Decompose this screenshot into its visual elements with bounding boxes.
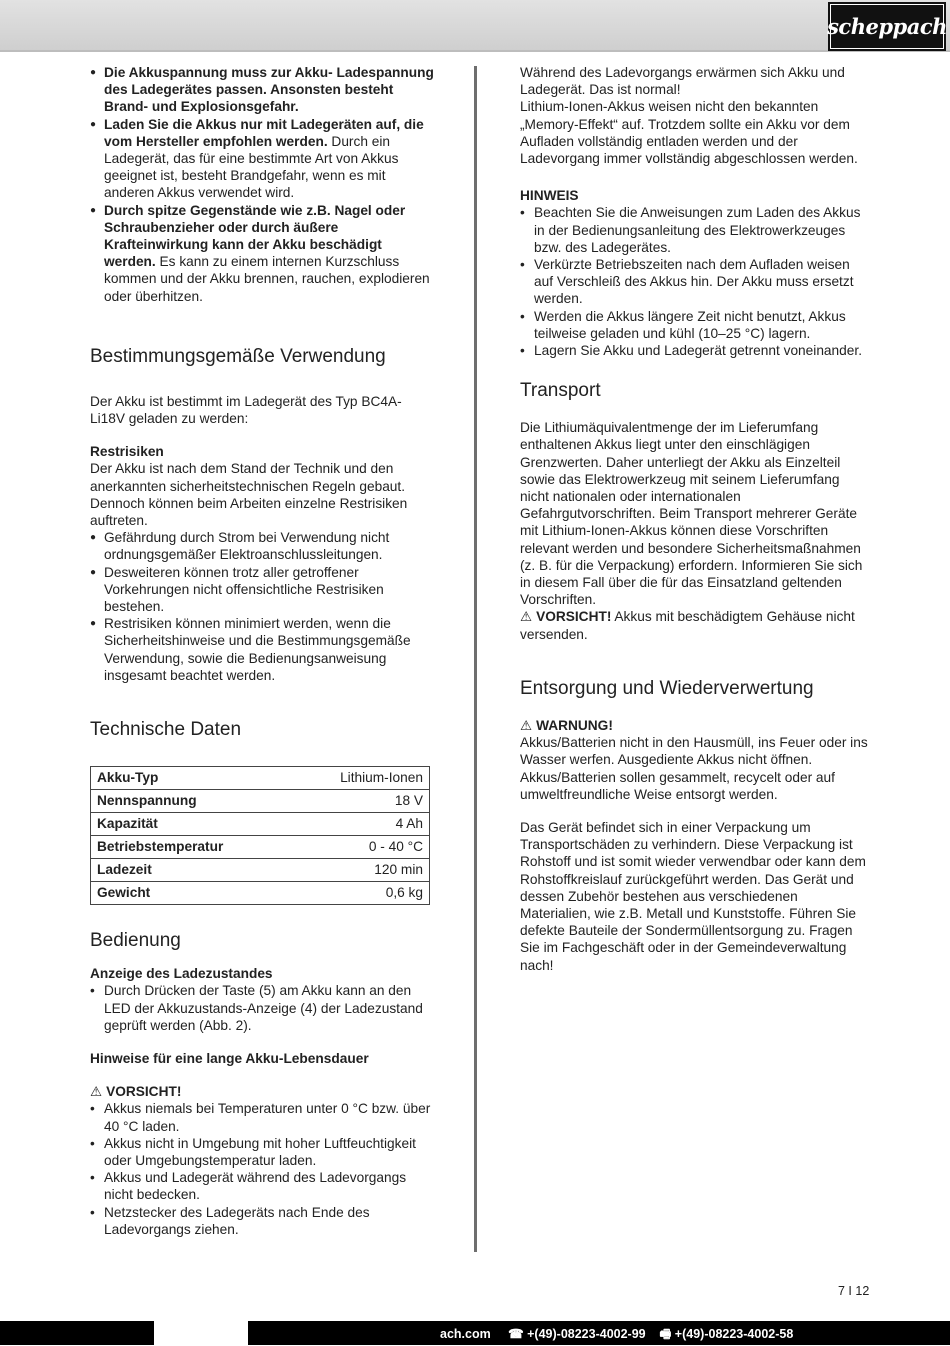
caution-text: Akkus mit beschädigtem Gehäuse nicht versenden. <box>520 609 855 642</box>
brand-logo: scheppach <box>828 2 946 51</box>
transport-caution <box>520 608 870 642</box>
page-number: 7 I 12 <box>838 1284 870 1298</box>
charging-text: Während des Ladevorgangs erwärmen sich Akku und Ladegerät. Das ist normal! <box>520 65 845 98</box>
packaging-text: Das Gerät befindet sich in einer Verpackung um Transportschäden zu verhindern. Diese Verpackung ist Rohstoff und ist somit wieder verwendbar oder kann dem Rohstoffkreislauf zurückgeführt werden. Das Gerät und dessen Zubehör bestehen aus verschiedenen Materialien, wie z.B. Metall und Kunststoffe. Führen Sie defekte Bauteile der Sondermüllentsorgung zu. Fragen Sie im Fachgeschäft oder in der Gemeindeverwaltung nach! <box>520 819 866 973</box>
table-row <box>91 836 430 859</box>
charge-state-list <box>90 982 436 1034</box>
warning-text: Akkus/Batterien nicht in den Hausmüll, ins Feuer oder ins Wasser werfen. Ausgediente Akkus nicht öffnen. <box>520 735 868 768</box>
spec-key: Ladezeit <box>91 859 292 882</box>
spec-value: 18 V <box>291 790 429 813</box>
battery-life-subtitle: Hinweise für eine lange Akku-Lebensdauer <box>90 1050 369 1066</box>
column-divider <box>474 66 477 1252</box>
warning-triangle-icon: ⚠ <box>90 1084 103 1100</box>
section-title-tech: Technische Daten <box>90 719 242 741</box>
bullet-text: Es kann zu einem internen Kurzschluss kommen und der Akku brennen, rauchen, explodieren oder überhitzen. <box>104 254 430 304</box>
section-title-use: Bestimmungsgemäße Verwendung <box>90 345 386 367</box>
memory-text: Lithium-Ionen-Akkus weisen nicht den bekannten „Memory-Effekt“ auf. Trotzdem sollte ein Akku vor dem Aufladen vollständig entladen werden und der Ladevorgang immer vollständig abgeschlossen werden. <box>520 99 858 167</box>
list-item: • Lagern Sie Akku und Ladegerät getrennt voneinander. <box>520 342 870 359</box>
right-column <box>520 64 870 974</box>
footer-phone: ☎ +(49)-08223-4002-99 <box>508 1327 646 1341</box>
list-item: • Akkus und Ladegerät während des Ladevorgangs nicht bedecken. <box>90 1169 436 1203</box>
footer-white-block <box>154 1321 248 1345</box>
list-item <box>90 202 436 305</box>
spec-key: Akku-Typ <box>91 767 292 790</box>
table-row <box>91 767 430 790</box>
table-row <box>91 790 430 813</box>
spec-value: 120 min <box>291 859 429 882</box>
list-item: ● Restrisiken können minimiert werden, wenn die Sicherheitshinweise und die Bestimmungsgemäße Verwendung, sowie die Bedienungsanweisung insgesamt beachtet werden. <box>90 615 436 684</box>
spec-key: Gewicht <box>91 882 292 905</box>
risks-list <box>90 529 436 684</box>
list-item <box>90 116 436 202</box>
use-text: Der Akku ist bestimmt im Ladegerät des Typ BC4A-Li18V geladen zu werden: <box>90 393 402 427</box>
caution-heading <box>90 1083 436 1100</box>
caution-label: VORSICHT! <box>536 609 612 625</box>
list-item <box>90 64 436 116</box>
bullet-bold: Laden Sie die Akkus nur mit Ladegeräten auf, die vom Hersteller empfohlen werden. <box>104 116 424 149</box>
table-row <box>91 882 430 905</box>
footer-web: ach.com <box>440 1327 491 1341</box>
table-row <box>91 813 430 836</box>
warning-triangle-icon: ⚠ <box>520 609 533 625</box>
footer-fax: 🖷 +(49)-08223-4002-58 <box>659 1327 794 1341</box>
section-title-transport: Transport <box>520 380 601 402</box>
warning-label: WARNUNG! <box>536 717 613 733</box>
note-title: HINWEIS <box>520 188 579 204</box>
list-item: • Verkürzte Betriebszeiten nach dem Aufladen weisen auf Verschleiß des Akkus hin. Der Akku muss ersetzt werden. <box>520 256 870 308</box>
spec-value: 0,6 kg <box>291 882 429 905</box>
caution-list <box>90 1100 436 1238</box>
spec-key: Kapazität <box>91 813 292 836</box>
spec-value: 0 - 40 °C <box>291 836 429 859</box>
note-list <box>520 204 870 359</box>
intro-safety-list <box>90 64 436 305</box>
list-item: ● Desweiteren können trotz aller getroffener Vorkehrungen nicht offensichtliche Restrisiken bestehen. <box>90 564 436 616</box>
risks-title: Restrisiken <box>90 444 164 460</box>
spec-key: Betriebstemperatur <box>91 836 292 859</box>
bullet-text: Durch ein Ladegerät, das für eine bestimmte Art von Akkus geeignet ist, besteht Brandgefahr, wenn es mit anderen Akkus verwendet wird. <box>104 133 399 201</box>
caution-label: VORSICHT! <box>106 1084 182 1100</box>
list-item: • Durch Drücken der Taste (5) am Akku kann an den LED der Akkuzustands-Anzeige (4) der Ladezustand geprüft werden (Abb. 2). <box>90 982 436 1034</box>
warning-heading <box>520 717 870 734</box>
section-title-disposal: Entsorgung und Wiederverwertung <box>520 677 814 699</box>
warning-triangle-icon: ⚠ <box>520 717 533 733</box>
list-item: • Akkus niemals bei Temperaturen unter 0 °C bzw. über 40 °C laden. <box>90 1100 436 1134</box>
table-row <box>91 859 430 882</box>
list-item: ● Gefährdung durch Strom bei Verwendung nicht ordnungsgemäßer Elektroanschlussleitungen. <box>90 529 436 563</box>
list-item: • Werden die Akkus längere Zeit nicht benutzt, Akkus teilweise geladen und kühl (10–25 °C) lagern. <box>520 308 870 342</box>
tech-data-table <box>90 766 430 905</box>
spec-key: Nennspannung <box>91 790 292 813</box>
footer-contact <box>440 1325 793 1346</box>
spec-value: Lithium-Ionen <box>291 767 429 790</box>
section-title-operation: Bedienung <box>90 930 181 952</box>
left-column <box>90 64 436 1238</box>
risks-text: Der Akku ist nach dem Stand der Technik und den anerkannten sicherheitstechnischen Regeln gebaut. Dennoch können beim Arbeiten einzelne Restrisiken auftreten. <box>90 461 408 529</box>
list-item: • Beachten Sie die Anweisungen zum Laden des Akkus in der Bedienungsanleitung des Elektrowerkzeuges bzw. des Ladegerätes. <box>520 204 870 256</box>
footer-bar <box>0 1321 950 1345</box>
spec-value: 4 Ah <box>291 813 429 836</box>
charge-state-subtitle: Anzeige des Ladezustandes <box>90 966 273 982</box>
list-item: • Netzstecker des Ladegeräts nach Ende des Ladevorgangs ziehen. <box>90 1204 436 1238</box>
header-bar <box>0 0 950 52</box>
bullet-bold: Die Akkuspannung muss zur Akku- Ladespannung des Ladegerätes passen. Ansonsten besteht Brand- und Explosionsgefahr. <box>104 65 434 115</box>
list-item: • Akkus nicht in Umgebung mit hoher Luftfeuchtigkeit oder Umgebungstemperatur laden. <box>90 1135 436 1169</box>
transport-text: Die Lithiumäquivalentmenge der im Lieferumfang enthaltenen Akkus liegt unter den einschlägigen Grenzwerten. Daher unterliegt der Akku als Einzelteil sowie das Elektrowerkzeug mit seinem Lieferumfang nicht nationalen oder internationalen Gefahrgutvorschriften. Beim Transport mehrerer Geräte mit Lithium-Ionen-Akkus können diese Vorschriften relevant werden und besondere Sicherheitsmaßnahmen (z. B. für die Verpackung) erfordern. Informieren Sie sich in diesem Fall über die für das Einsatzland geltenden Vorschriften. <box>520 420 863 608</box>
bullet-bold: Durch spitze Gegenstände wie z.B. Nagel oder Schraubenzieher oder durch äußere Krafteinwirkung kann der Akku beschädigt werden. <box>104 202 406 270</box>
recycle-text: Akkus/Batterien sollen gesammelt, recycelt oder auf umweltfreundliche Weise entsorgt werden. <box>520 769 835 802</box>
